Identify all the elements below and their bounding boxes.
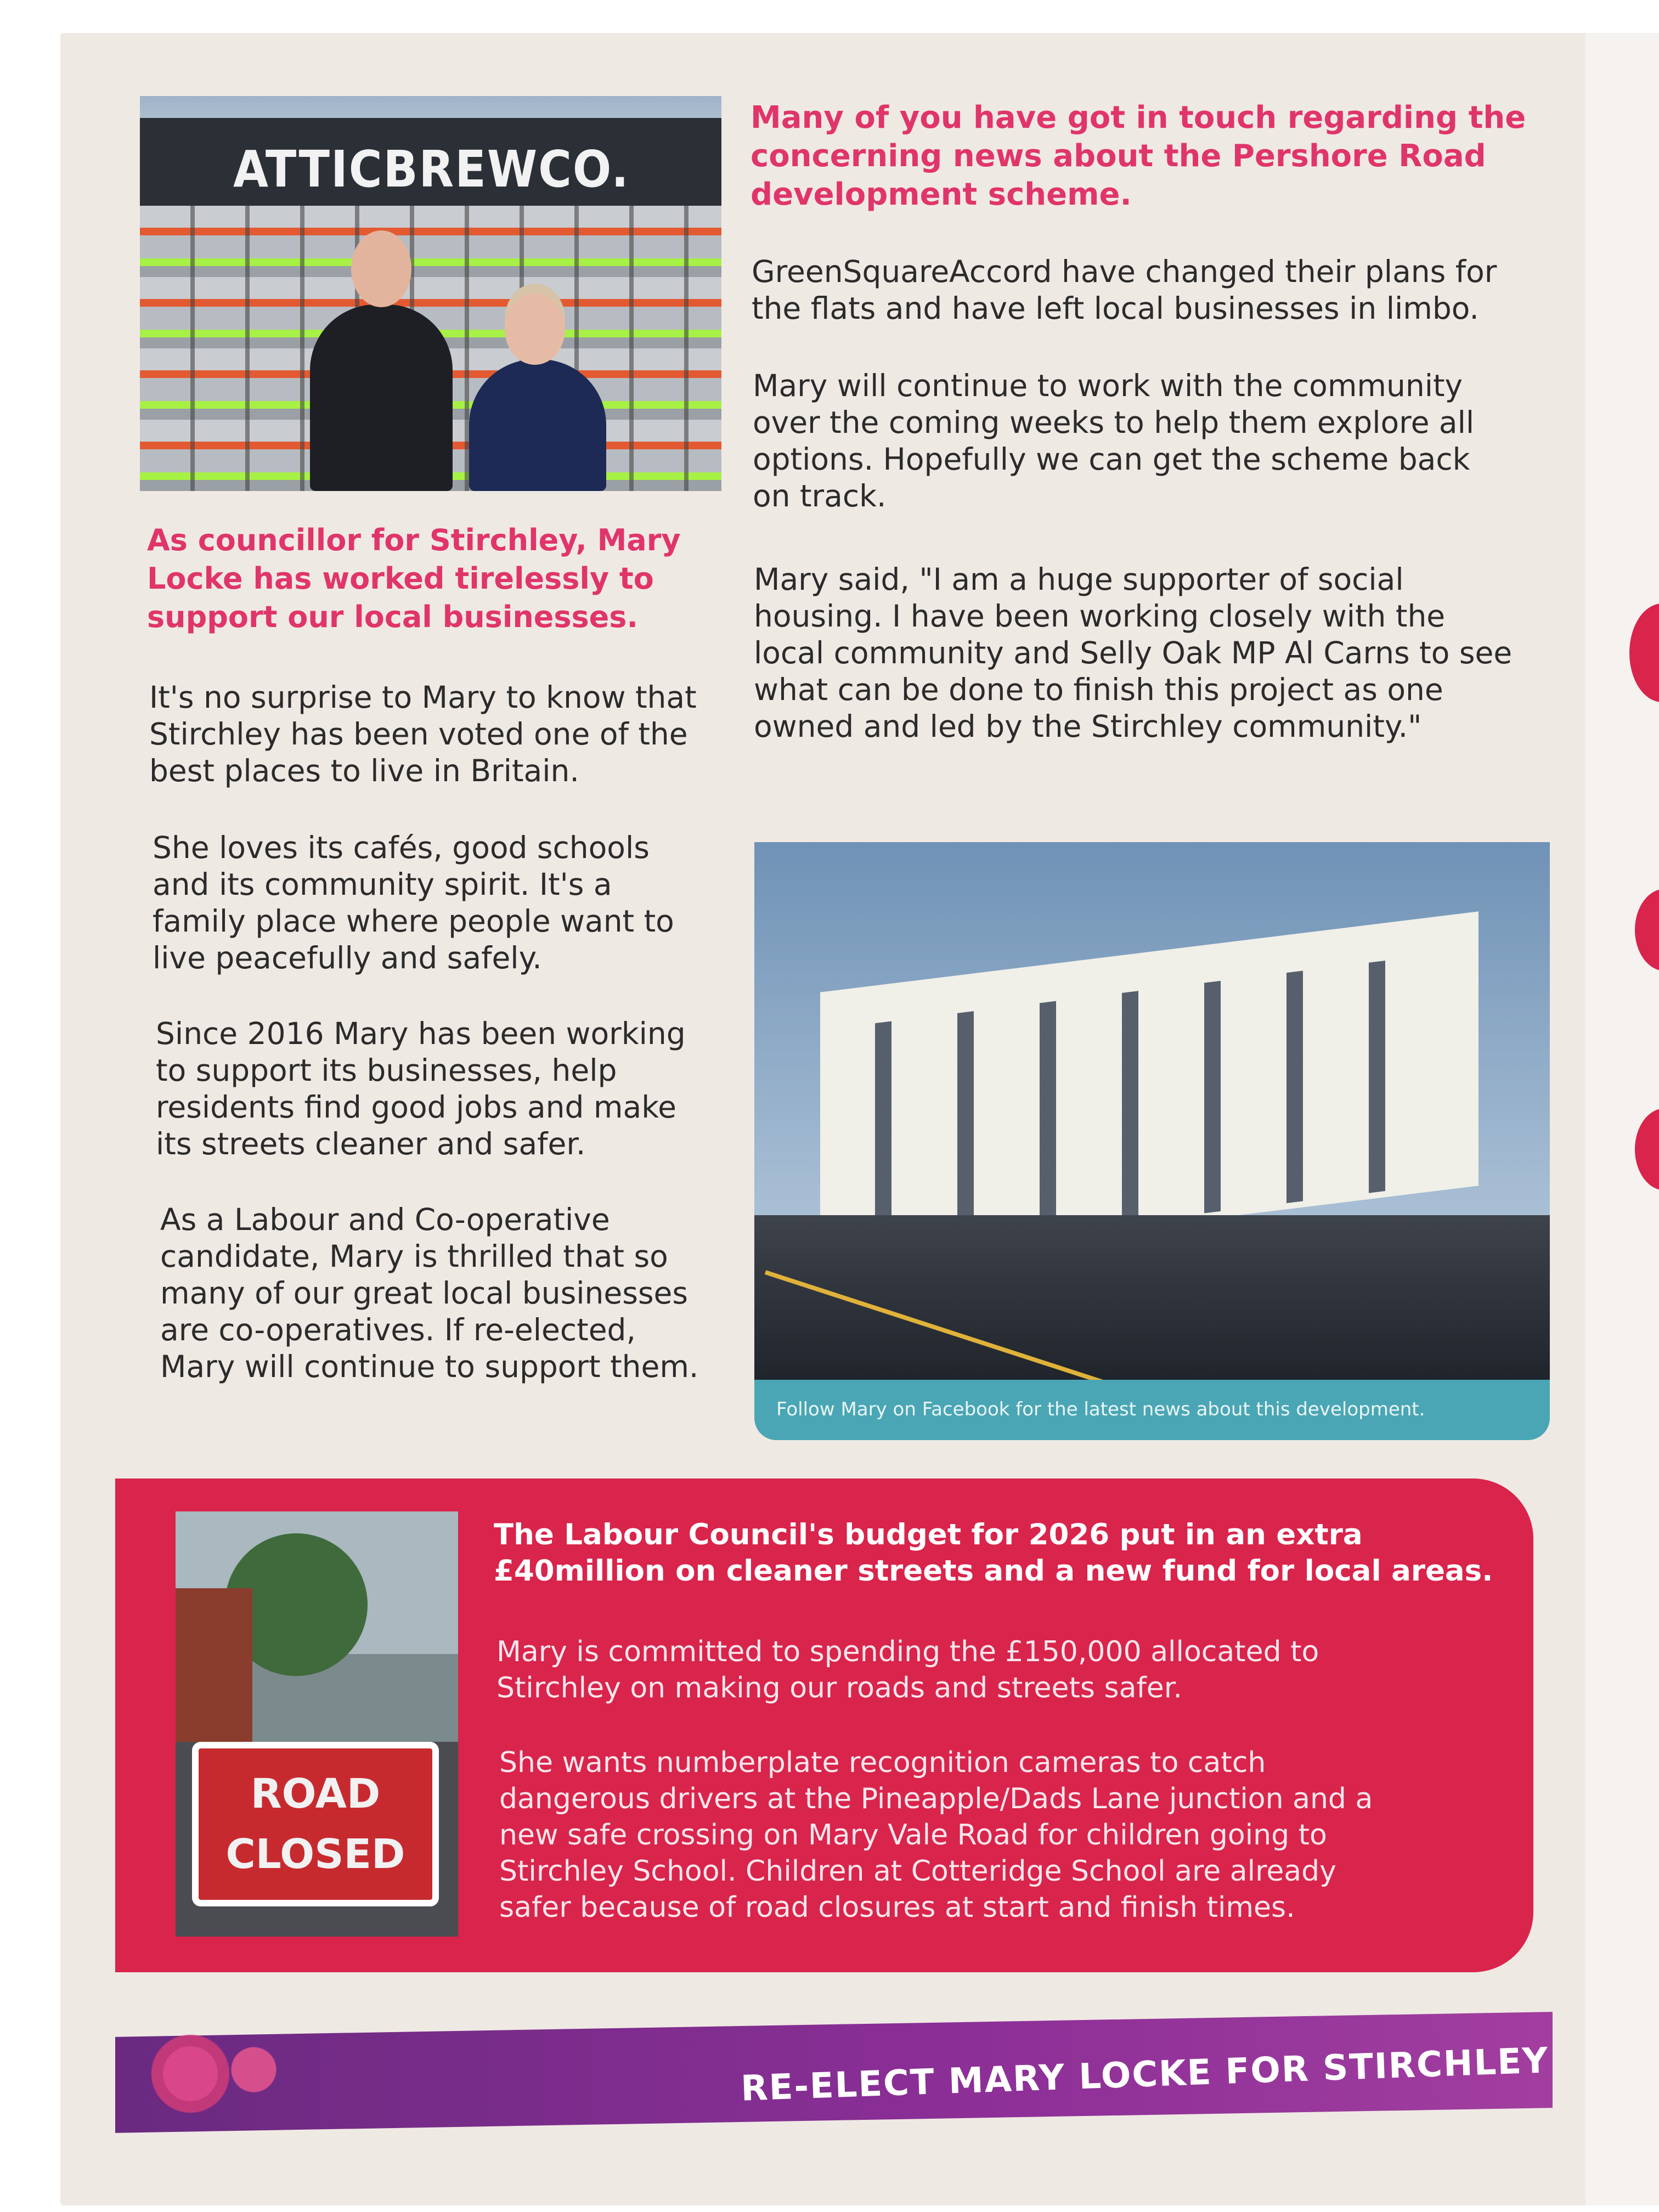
left-heading: As councillor for Stirchley, Mary Locke has worked tirelessly to support our local businesses.: [147, 523, 681, 634]
right-paragraph-2: Mary will continue to work with the community over the coming weeks to help them explore all options. Hopefully we can get the scheme back on track.: [753, 368, 1475, 514]
left-paragraph-4: As a Labour and Co-operative candidate, Mary is thrilled that so many of our great local businesses are co-operatives. If re-elected, Mary will continue to support them.: [160, 1202, 699, 1384]
road-closed-sign: ROAD CLOSED: [192, 1742, 439, 1906]
right-paragraph-1: GreenSquareAccord have changed their plans for the flats and have left local businesses in limbo.: [752, 254, 1497, 326]
person-mary-locke: [469, 359, 606, 491]
attic-brew-photo: [140, 96, 721, 491]
person-man: [310, 304, 453, 491]
budget-paragraph-2: She wants numberplate recognition cameras to catch dangerous drivers at the Pineapple/Dads Lane junction and a new safe crossing on Mary Vale Road for children going to Stirchley School. Children at Cotteridge School are already safer because of road closures at start and finish times.: [499, 1746, 1373, 1924]
photo-caption-bar: [754, 1380, 1550, 1440]
pershore-road-development-photo: [754, 842, 1550, 1440]
right-paragraph-3: Mary said, "I am a huge supporter of social housing. I have been working closely with the local community and Selly Oak MP Al Carns to see what can be done to finish this project as one owned and led by the Stirchley community.": [754, 562, 1513, 744]
left-paragraph-2: She loves its cafés, good schools and its community spirit. It's a family place where people want to live peacefully and safely.: [153, 830, 674, 975]
red-circle-decoration: [1635, 1108, 1659, 1190]
road-closed-photo: [176, 1511, 458, 1937]
rose-icon: [118, 2033, 299, 2115]
left-paragraph-3: Since 2016 Mary has been working to support its businesses, help residents find good jobs and make its streets cleaner and safer.: [156, 1016, 686, 1161]
budget-heading: The Labour Council's budget for 2026 put in an extra £40million on cleaner streets and a new fund for local areas.: [494, 1518, 1493, 1588]
red-circle-decoration: [1629, 603, 1659, 702]
next-page-fold: [1585, 33, 1659, 2205]
brewery-sign-text: ATTICBREWCO.: [233, 140, 630, 199]
road: [754, 1215, 1550, 1380]
budget-paragraph-1: Mary is committed to spending the £150,000 allocated to Stirchley on making our roads and streets safer.: [496, 1635, 1319, 1705]
banner-slogan: RE-ELECT MARY LOCKE FOR STIRCHLEY: [740, 2040, 1550, 2109]
left-paragraph-1: It's no surprise to Mary to know that Stirchley has been voted one of the best places to live in Britain.: [149, 680, 697, 788]
photo-caption: Follow Mary on Facebook for the latest news about this development.: [776, 1398, 1425, 1420]
red-circle-decoration: [1635, 889, 1659, 971]
right-heading: Many of you have got in touch regarding the concerning news about the Pershore Road development scheme.: [751, 100, 1526, 212]
